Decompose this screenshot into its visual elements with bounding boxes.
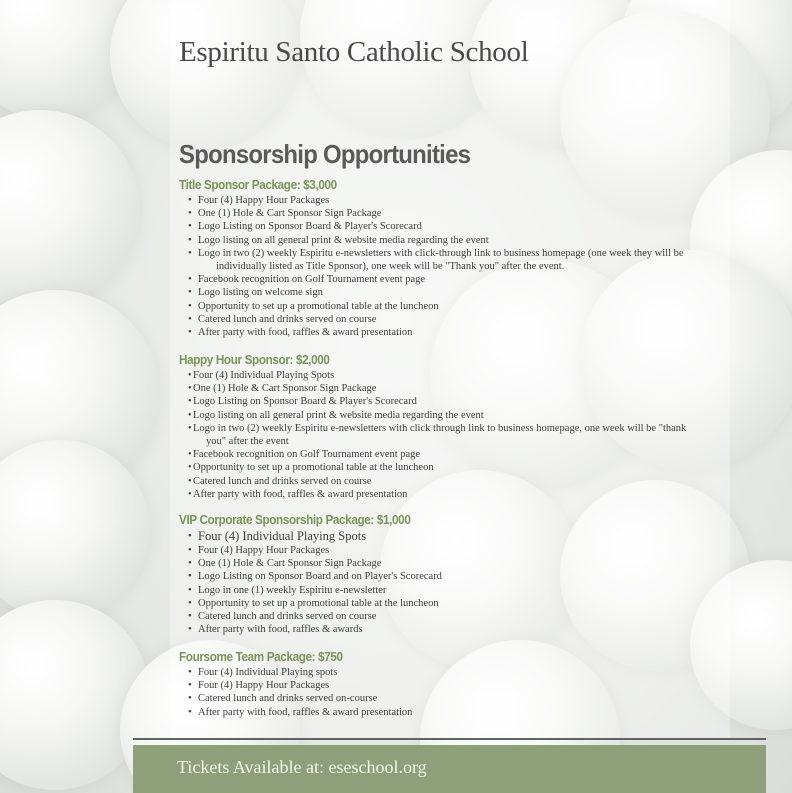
list-item: • Opportunity to set up a promotional table at the luncheon xyxy=(179,597,442,610)
list-item: • Logo in one (1) weekly Espiritu e-newsletter xyxy=(179,584,442,597)
list-item: • After party with food, raffles & award presentation xyxy=(179,488,686,501)
list-item: • Catered lunch and drinks served on course xyxy=(179,313,684,326)
list-item: • Four (4) Individual Playing spots xyxy=(179,666,412,679)
list-item: • Logo listing on all general print & website media regarding the event xyxy=(179,409,686,422)
package-happy-hour xyxy=(179,352,686,501)
list-item: • Logo in two (2) weekly Espiritu e-newsletters with click-through link to business homepage (one week they will be xyxy=(179,247,684,260)
footer-divider xyxy=(133,738,766,740)
list-item: • Facebook recognition on Golf Tournament event page xyxy=(179,448,686,461)
list-item: • One (1) Hole & Cart Sponsor Sign Package xyxy=(179,557,442,570)
list-item: • Logo in two (2) weekly Espiritu e-newsletters with click through link to business homepage, one week will be "thank xyxy=(179,422,686,435)
list-item-continuation: individually listed as Title Sponsor), one week will be "Thank you" after the event. xyxy=(216,261,565,273)
package-title: VIP Corporate Sponsorship Package: $1,000 xyxy=(179,512,411,527)
list-item: • Four (4) Happy Hour Packages xyxy=(179,194,684,207)
list-item: • One (1) Hole & Cart Sponsor Sign Package xyxy=(179,382,686,395)
package-vip-corporate xyxy=(179,512,442,636)
page-heading: Sponsorship Opportunities xyxy=(179,139,471,169)
list-item: • After party with food, raffles & awards xyxy=(179,623,442,636)
package-title: Title Sponsor Package: $3,000 xyxy=(179,177,337,192)
list-item: • Logo Listing on Sponsor Board & Player's Scorecard xyxy=(179,220,684,233)
list-item: • Opportunity to set up a promotional table at the luncheon xyxy=(179,300,684,313)
list-item-continuation: you" after the event xyxy=(206,436,289,448)
list-item: • Facebook recognition on Golf Tournament event page xyxy=(179,273,684,286)
list-item: • Logo Listing on Sponsor Board and on Player's Scorecard xyxy=(179,570,442,583)
list-item: • Four (4) Individual Playing Spots xyxy=(179,369,686,382)
school-name: Espiritu Santo Catholic School xyxy=(179,36,529,68)
list-item: • Logo Listing on Sponsor Board & Player's Scorecard xyxy=(179,395,686,408)
list-item: • Logo listing on all general print & website media regarding the event xyxy=(179,234,684,247)
package-foursome-team xyxy=(179,649,412,719)
list-item: • Four (4) Happy Hour Packages xyxy=(179,544,442,557)
list-item: • Four (4) Individual Playing Spots xyxy=(179,529,442,544)
package-title: Foursome Team Package: $750 xyxy=(179,649,343,664)
list-item: • After party with food, raffles & award presentation xyxy=(179,706,412,719)
package-title-sponsor xyxy=(179,177,684,339)
tickets-info: Tickets Available at: eseschool.org xyxy=(177,757,427,777)
package-title: Happy Hour Sponsor: $2,000 xyxy=(179,352,330,367)
list-item: • Catered lunch and drinks served on-course xyxy=(179,692,412,705)
list-item: • Catered lunch and drinks served on course xyxy=(179,475,686,488)
list-item: • Opportunity to set up a promotional table at the luncheon xyxy=(179,461,686,474)
list-item: • Catered lunch and drinks served on course xyxy=(179,610,442,623)
list-item: • After party with food, raffles & award presentation xyxy=(179,326,684,339)
list-item: • One (1) Hole & Cart Sponsor Sign Package xyxy=(179,207,684,220)
list-item: • Four (4) Happy Hour Packages xyxy=(179,679,412,692)
list-item: • Logo listing on welcome sign xyxy=(179,286,684,299)
footer-band xyxy=(133,745,766,793)
